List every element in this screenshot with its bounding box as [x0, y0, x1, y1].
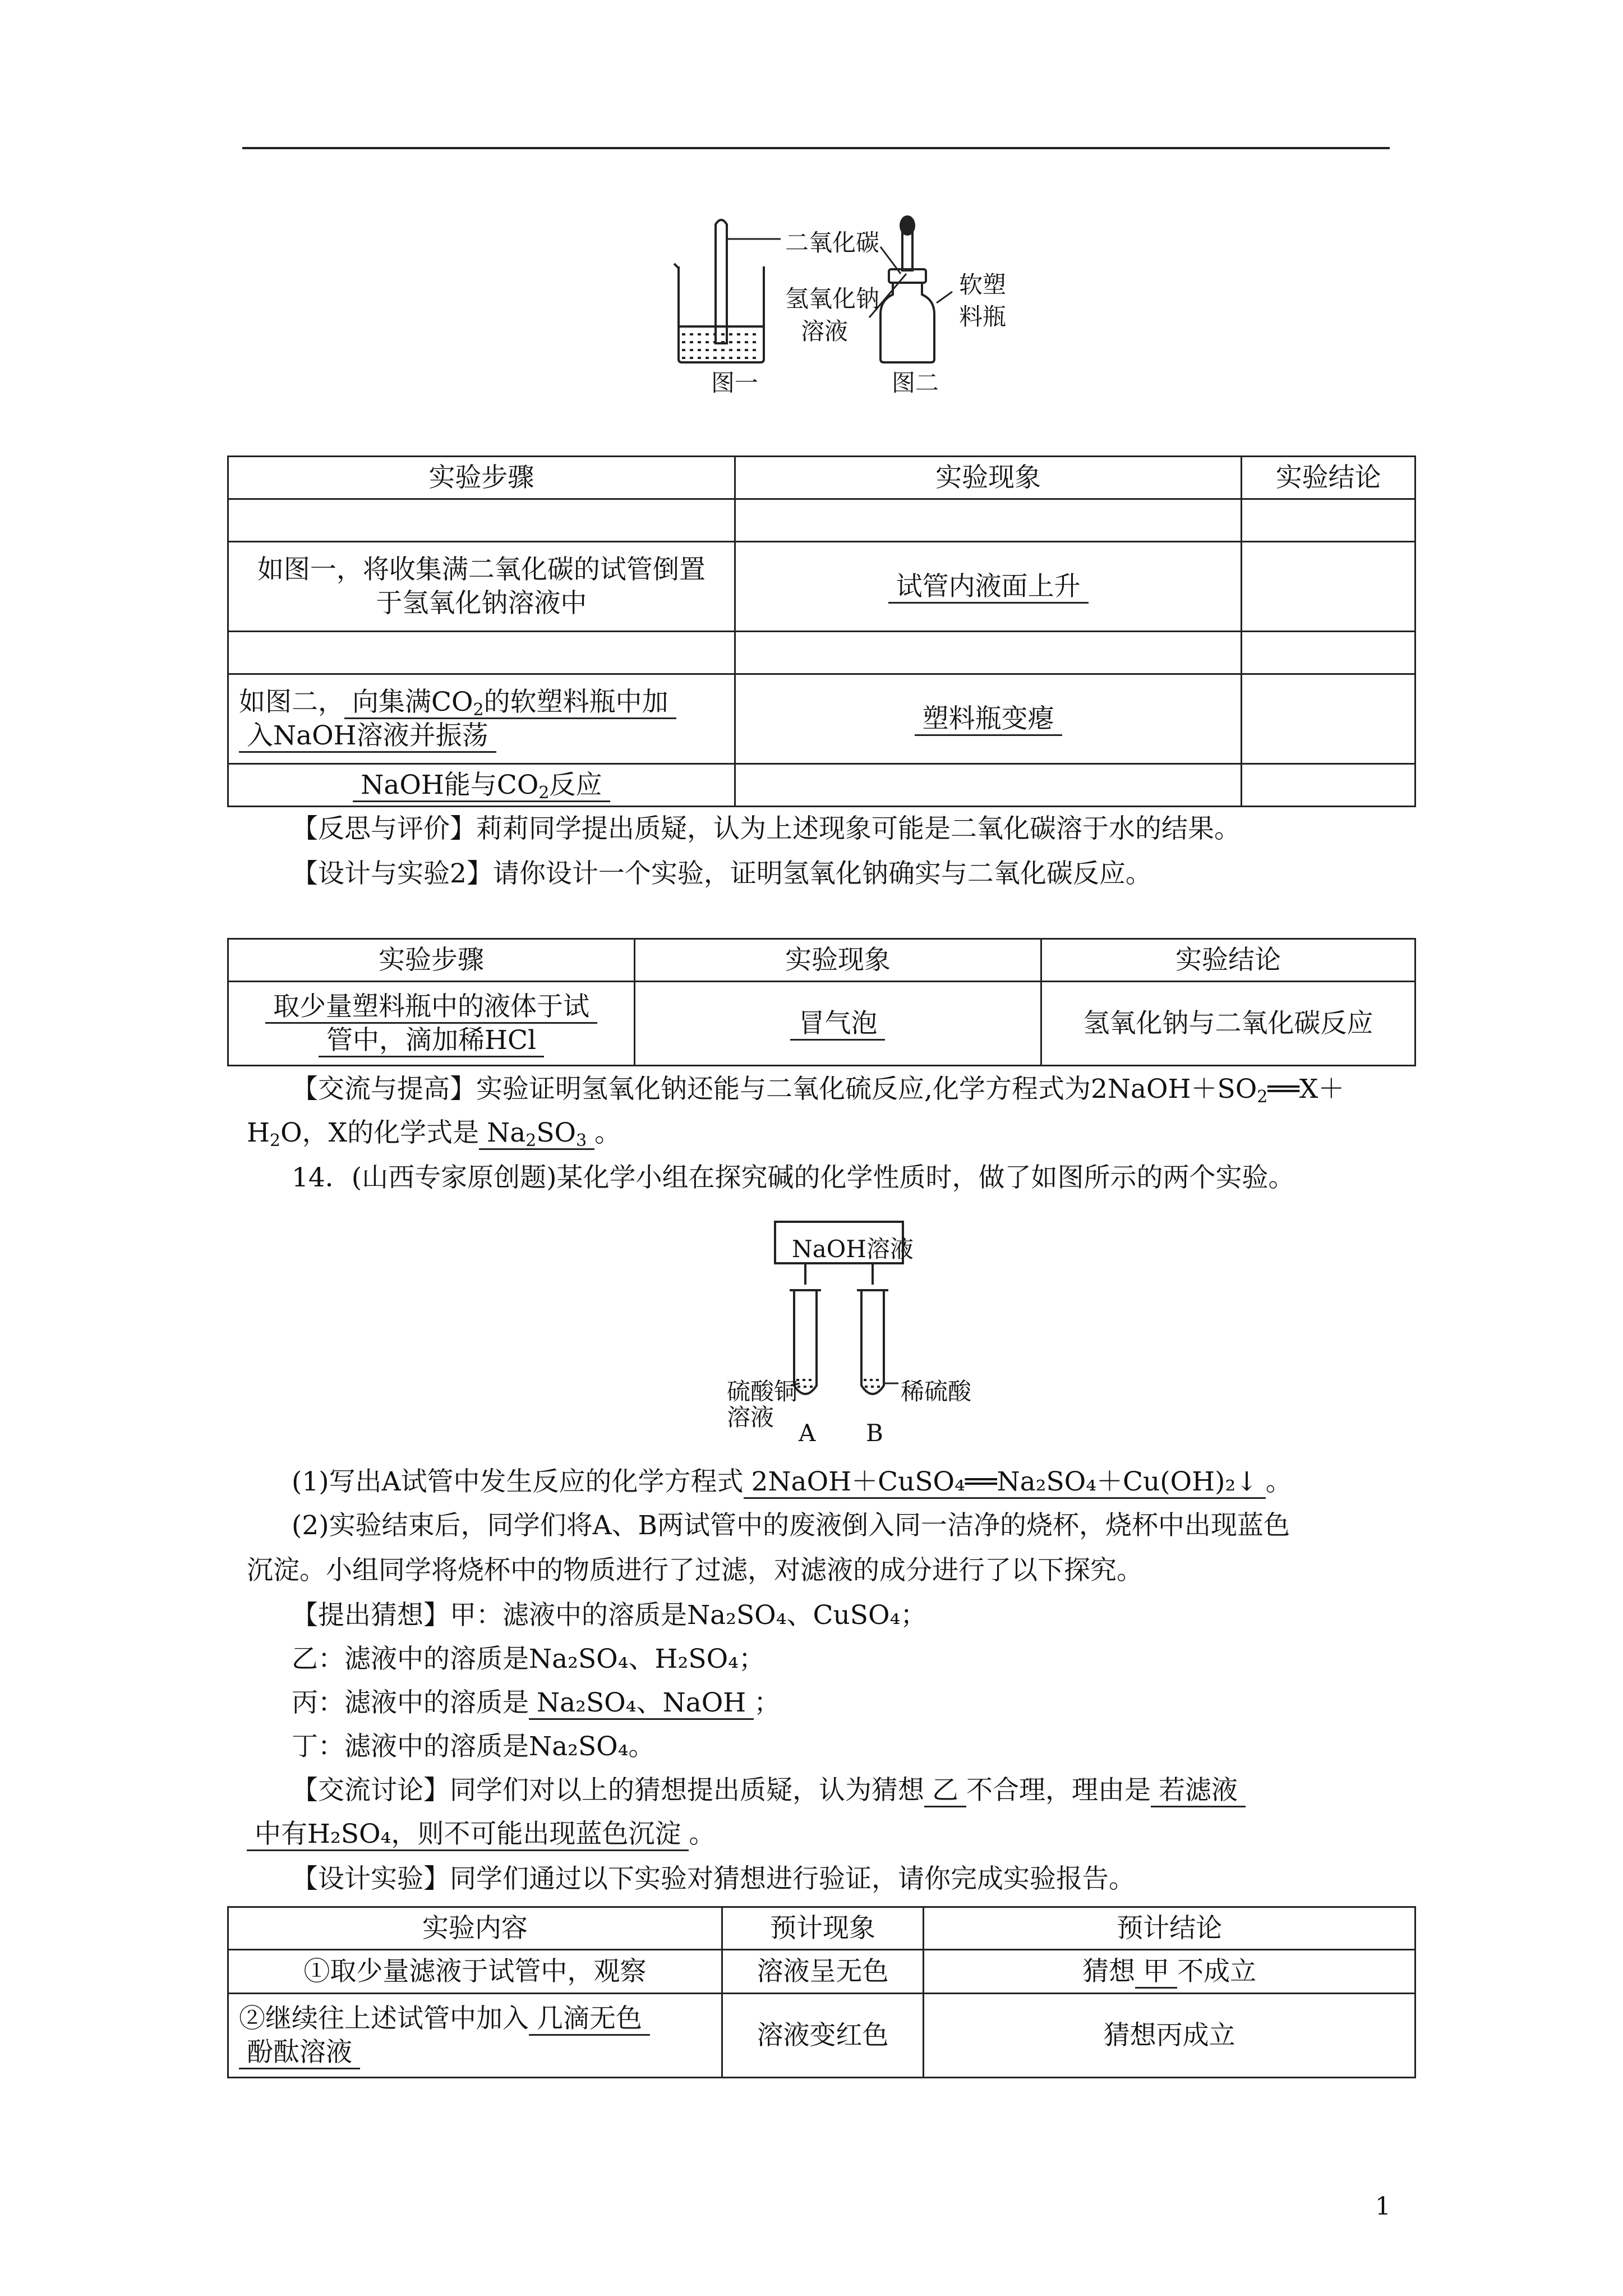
t3-header-phen: 预计现象	[722, 1907, 924, 1950]
t3-header-content: 实验内容	[228, 1907, 722, 1950]
experiment-table-2	[227, 938, 1416, 1066]
t1-row2-phen: 试管内液面上升	[735, 542, 1242, 632]
t3-r1-content: ①取少量滤液于试管中，观察	[228, 1950, 722, 1994]
t2-concl: 氢氧化钠与二氧化碳反应	[1041, 982, 1415, 1066]
t3-r1-concl: 猜想 甲 不成立	[924, 1950, 1415, 1994]
t3-r1-phen: 溶液呈无色	[722, 1950, 924, 1994]
t1-header-concl: 实验结论	[1242, 457, 1415, 499]
t1-row5-step: NaOH能与$CO_2$反应	[228, 764, 735, 807]
label-cuso4-2: 溶液	[727, 1404, 774, 1431]
t1-row4-phen: 塑料瓶变瘪	[735, 674, 1242, 764]
design-experiment: 【设计实验】同学们通过以下实验对猜想进行验证，请你完成实验报告。	[292, 1864, 1135, 1894]
experiment-table-1	[227, 455, 1416, 807]
t3-r2-content: ②继续往上述试管中加入 几滴无色 酚酞溶液	[228, 1994, 722, 2078]
label-h2so4: 稀硫酸	[901, 1378, 972, 1405]
t3-r2-concl: 猜想丙成立	[924, 1994, 1415, 2078]
t2-phen: 冒气泡	[635, 982, 1041, 1066]
guess-yi: 乙：滤液中的溶质是Na₂SO₄、H₂SO₄；	[292, 1644, 765, 1674]
caption-fig2: 图二	[892, 369, 939, 397]
para-exchange-2: $H_2O$，X的化学式是 $Na_2SO_3$ 。	[247, 1117, 621, 1151]
t3-header-concl: 预计结论	[924, 1907, 1415, 1950]
t1-header-phen: 实验现象	[735, 457, 1242, 499]
label-bottle-2: 料瓶	[959, 303, 1007, 330]
t2-step: 取少量塑料瓶中的液体于试 管中，滴加稀HCl	[228, 982, 635, 1066]
t1-row4-step: 如图二， 向集满$CO_2$的软塑料瓶中加 入NaOH溶液并振荡	[228, 674, 735, 764]
test-tube-b-icon	[857, 1290, 888, 1394]
header-rule	[242, 147, 1390, 149]
question-14: 14．(山西专家原创题)某化学小组在探究碱的化学性质时，做了如图所示的两个实验。	[292, 1162, 1295, 1193]
para-exchange-1: 【交流与提高】实验证明氢氧化钠还能与二氧化硫反应,化学方程式为$2NaOH+SO_2══X+$	[292, 1074, 1345, 1107]
test-tube-icon	[716, 220, 727, 343]
soft-bottle-icon	[880, 217, 934, 362]
experiment-table-3	[227, 1906, 1416, 2078]
label-cuso4-1: 硫酸铜	[727, 1378, 798, 1405]
question-14-2-line2: 沉淀。小组同学将烧杯中的物质进行了过滤，对滤液的成分进行了以下探究。	[247, 1555, 1143, 1586]
t2-header-phen: 实验现象	[635, 939, 1041, 982]
label-naoh-2: 溶液	[801, 318, 849, 345]
caption-fig1: 图一	[711, 369, 759, 397]
label-co2: 二氧化碳	[785, 229, 880, 256]
label-naoh-solution: NaOH溶液	[792, 1235, 914, 1263]
question-14-1: (1)写出A试管中发生反应的化学方程式 2NaOH＋CuSO₄══Na₂SO₄＋Cu(OH)₂↓ 。	[292, 1465, 1292, 1499]
guess-bing: 丙：滤液中的溶质是 Na₂SO₄、NaOH ；	[292, 1686, 780, 1720]
label-a: A	[799, 1419, 816, 1447]
guess-ding: 丁：滤液中的溶质是Na₂SO₄。	[292, 1731, 655, 1762]
label-b: B	[866, 1419, 883, 1447]
beaker-icon	[674, 264, 764, 362]
t2-header-concl: 实验结论	[1041, 939, 1415, 982]
t2-header-step: 实验步骤	[228, 939, 635, 982]
discuss-line2: 中有H₂SO₄，则不可能出现蓝色沉淀 。	[247, 1818, 715, 1851]
question-14-2-line1: (2)实验结束后，同学们将A、B两试管中的废液倒入同一洁净的烧杯，烧杯中出现蓝色	[292, 1510, 1290, 1541]
para-reflect: 【反思与评价】莉莉同学提出质疑，认为上述现象可能是二氧化碳溶于水的结果。	[292, 813, 1241, 844]
discuss-line1: 【交流讨论】同学们对以上的猜想提出质疑，认为猜想 乙 不合理，理由是 若滤液	[292, 1774, 1246, 1807]
t1-row2-step: 如图一，将收集满二氧化碳的试管倒置 于氢氧化钠溶液中	[228, 542, 735, 632]
answer-x: $Na_2SO_3$	[479, 1117, 594, 1150]
guess-jia: 【提出猜想】甲：滤液中的溶质是Na₂SO₄、CuSO₄；	[292, 1600, 927, 1631]
page-number: 1	[1375, 2192, 1391, 2221]
para-design2: 【设计与实验2】请你设计一个实验，证明氢氧化钠确实与二氧化碳反应。	[292, 858, 1152, 889]
label-bottle-1: 软塑	[959, 271, 1007, 298]
label-naoh-1: 氢氧化钠	[785, 285, 880, 312]
t3-r2-phen: 溶液变红色	[722, 1994, 924, 2078]
t1-header-step: 实验步骤	[228, 457, 735, 499]
